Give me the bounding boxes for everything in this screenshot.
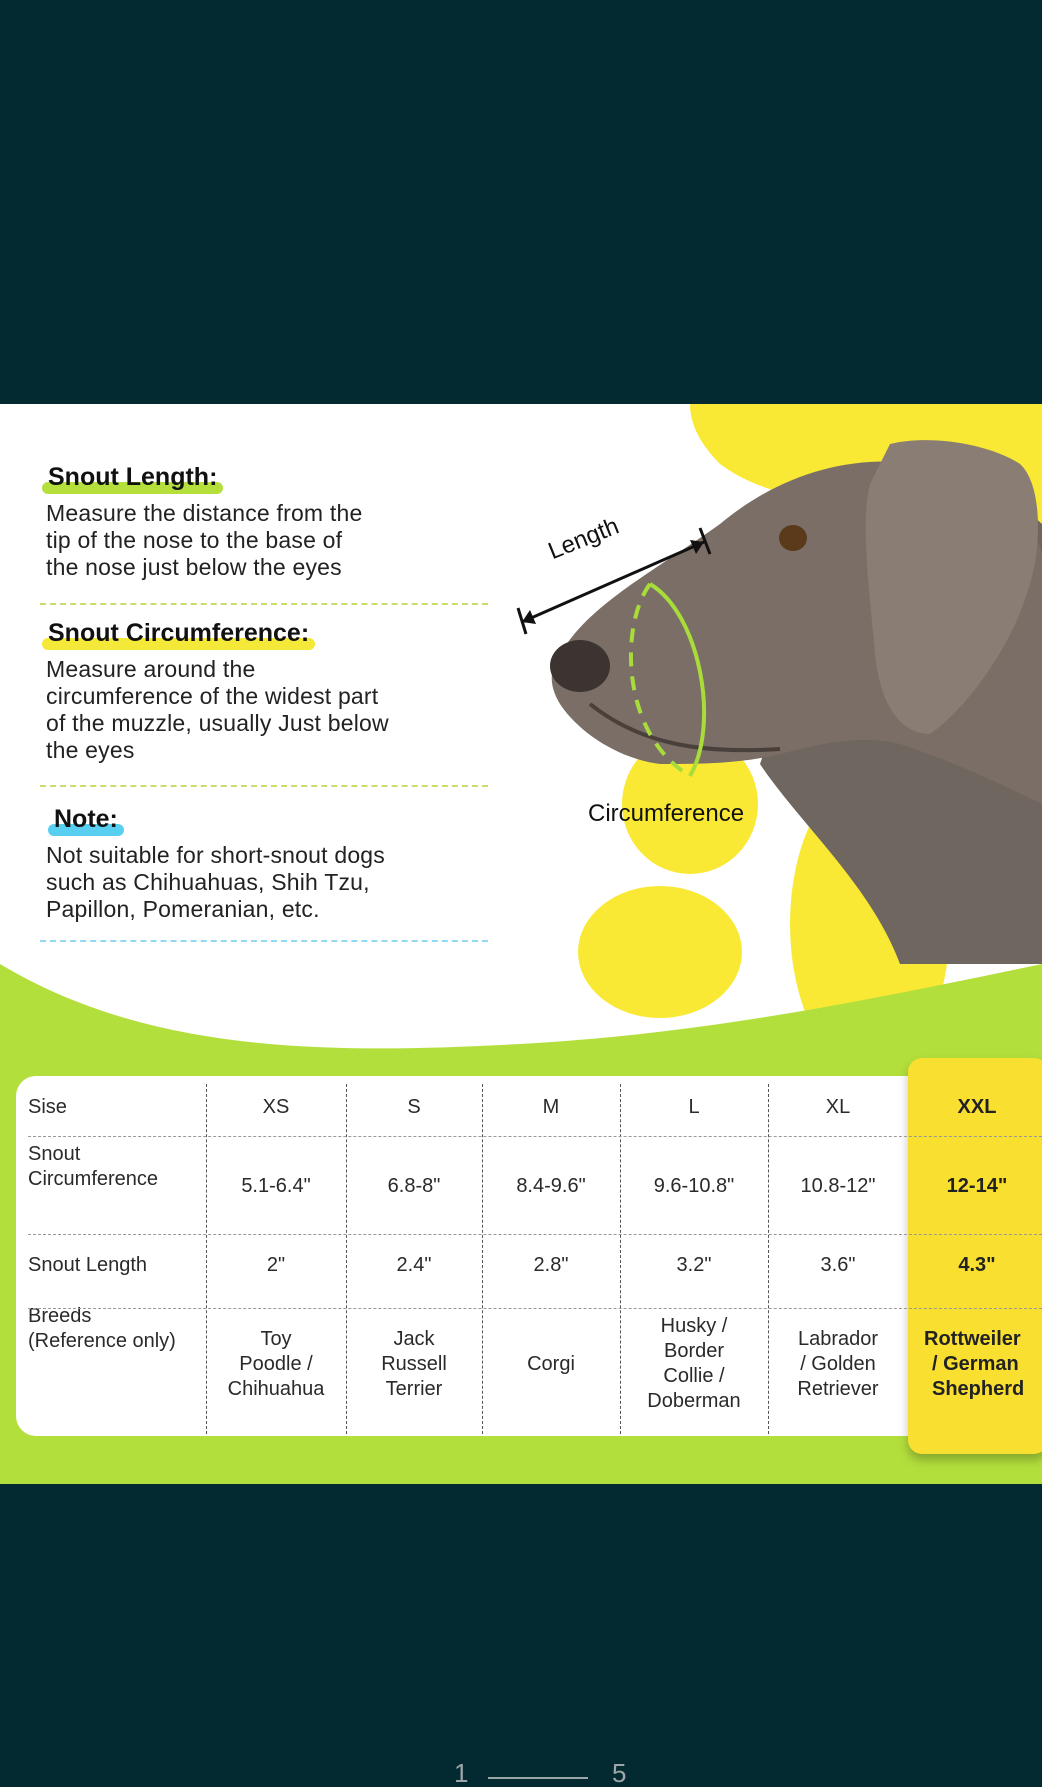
row-header-circumference: Snout Circumference — [28, 1143, 159, 1190]
breeds-xl: Labrador / Golden Retriever — [797, 1327, 879, 1400]
pager-total: 5 — [612, 1758, 627, 1787]
circumference-xl: 10.8-12" — [800, 1174, 876, 1197]
size-l: L — [688, 1095, 700, 1118]
pager-progress-bar — [488, 1777, 588, 1779]
circumference-l: 9.6-10.8" — [653, 1174, 735, 1197]
breeds-s: Jack Russell Terrier — [381, 1327, 447, 1400]
breeds-xxl: Rottweiler / German Shepherd — [924, 1327, 1025, 1400]
image-pager — [0, 1752, 1042, 1787]
length-m: 2.8" — [533, 1253, 569, 1276]
row-header-breeds: Breeds (Reference only) — [28, 1305, 176, 1352]
snout-circumference-text: Measure around the circumference of the widest part of the muzzle, usually Just below the eyes — [46, 656, 389, 763]
size-xxl: XXL — [957, 1095, 997, 1118]
row-sep-1 — [28, 1136, 1042, 1137]
product-image-sizing-chart[interactable] — [0, 404, 1042, 1484]
circumference-s: 6.8-8" — [387, 1174, 441, 1197]
row-sep-2 — [28, 1234, 1042, 1235]
breeds-m: Corgi — [527, 1352, 575, 1375]
breeds-xs: Toy Poodle / Chihuahua — [227, 1327, 325, 1400]
circumference-label: Circumference — [588, 800, 745, 827]
snout-circumference-heading: Snout Circumference: — [46, 618, 311, 648]
size-xs: XS — [262, 1095, 290, 1118]
row-sep-3 — [28, 1308, 1042, 1309]
length-s: 2.4" — [396, 1253, 432, 1276]
length-xxl: 4.3" — [958, 1253, 996, 1276]
row-header-length: Snout Length — [28, 1253, 147, 1276]
size-table-cells — [0, 404, 1042, 1484]
length-xs: 2" — [266, 1253, 286, 1276]
row-header-size: Sise — [28, 1095, 67, 1118]
length-l: 3.2" — [676, 1253, 712, 1276]
circumference-xs: 5.1-6.4" — [241, 1174, 311, 1197]
size-m: M — [542, 1095, 560, 1118]
snout-length-text: Measure the distance from the tip of the nose to the base of the nose just below the eyes — [46, 500, 363, 580]
snout-length-heading: Snout Length: — [46, 462, 219, 492]
pager-current: 1 — [454, 1758, 469, 1787]
circumference-xxl: 12-14" — [946, 1174, 1008, 1197]
breeds-l: Husky / Border Collie / Doberman — [647, 1315, 741, 1412]
length-xl: 3.6" — [820, 1253, 856, 1276]
size-s: S — [407, 1095, 421, 1118]
size-xl: XL — [825, 1095, 851, 1118]
note-text: Not suitable for short-snout dogs such as Chihuahuas, Shih Tzu, Papillon, Pomeranian, etc. — [46, 842, 385, 922]
length-label: Length — [544, 512, 623, 566]
circumference-m: 8.4-9.6" — [516, 1174, 586, 1197]
note-heading: Note: — [52, 804, 120, 834]
